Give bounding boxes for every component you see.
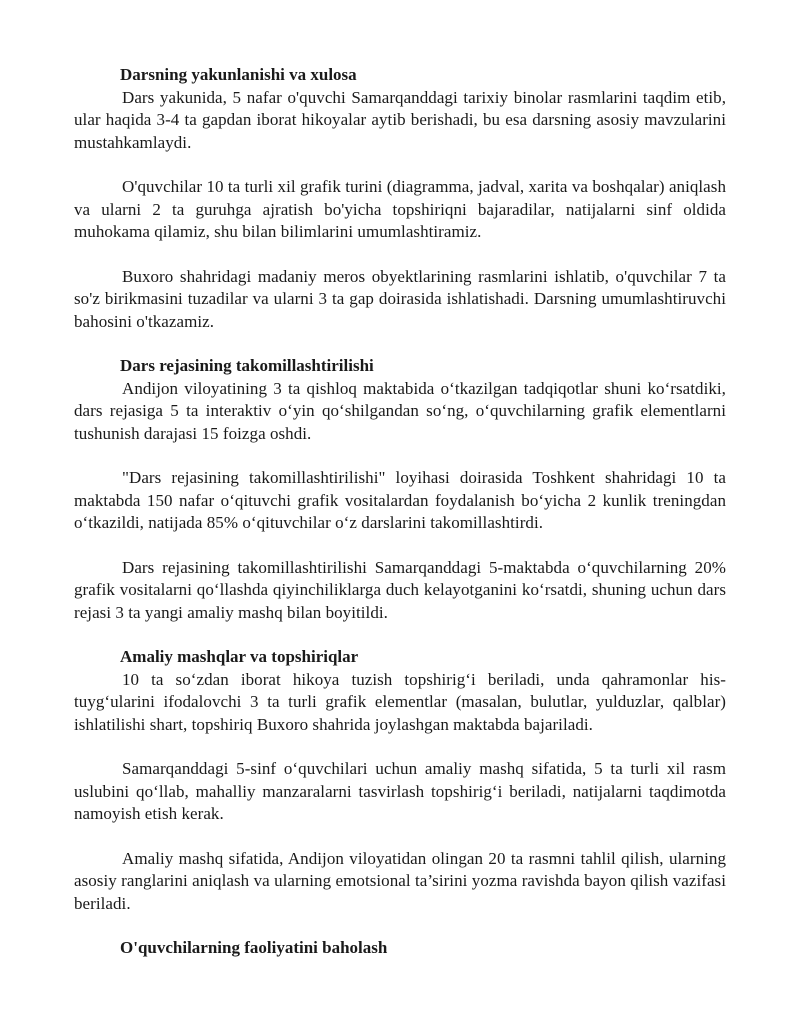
paragraph: Dars yakunida, 5 nafar o'quvchi Samarqanddagi tarixiy binolar rasmlarini taqdim etib, ular haqida 3-4 ta gapdan iborat hikoyalar aytib berishadi, bu esa darsning asosiy mavzularini mustahkamlaydi.	[74, 87, 726, 152]
paragraph: Dars rejasining takomillashtirilishi Samarqanddagi 5-maktabda oʻquvchilarning 20% grafik vositalarni qoʻllashda qiyinchiliklarga duch kelayotganini koʻrsatdi, shuning uchun dars rejasi 3 ta yangi amaliy mashq bilan boyitildi.	[74, 557, 726, 622]
paragraph: "Dars rejasining takomillashtirilishi" loyihasi doirasida Toshkent shahridagi 10 ta maktabda 150 nafar oʻqituvchi grafik vositalardan foydalanish boʻyicha 2 kunlik treningdan oʻtkazildi, natijada 85% oʻqituvchilar oʻz darslarini takomillashtirdi.	[74, 468, 726, 532]
paragraph: O'quvchilar 10 ta turli xil grafik turini (diagramma, jadval, xarita va boshqalar) aniqlash va ularni 2 ta guruhga ajratish bo'yicha topshiriqni bajaradilar, natijalarni sinf oldida muhokama qilamiz, shu bilan bilimlarini umumlashtiramiz.	[74, 177, 726, 241]
section-heading-exercises: Amaliy mashqlar va topshiriqlar	[120, 647, 359, 666]
document-page	[74, 64, 726, 960]
section-heading-lesson-plan: Dars rejasining takomillashtirilishi	[120, 356, 374, 375]
paragraph: Andijon viloyatining 3 ta qishloq maktabida oʻtkazilgan tadqiqotlar shuni koʻrsatdiki, dars rejasiga 5 ta interaktiv oʻyin qoʻshilgandan soʻng, oʻquvchilarning grafik elementlarni tushunish darajasi 15 foizga oshdi.	[74, 378, 726, 443]
paragraph: Amaliy mashq sifatida, Andijon viloyatidan olingan 20 ta rasmni tahlil qilish, ularning asosiy ranglarini aniqlash va ularning emotsional ta’sirini yozma ravishda bayon qilish vazifasi beriladi.	[74, 848, 726, 913]
section-heading-conclusion: Darsning yakunlanishi va xulosa	[120, 65, 357, 84]
paragraph: Samarqanddagi 5-sinf oʻquvchilari uchun amaliy mashq sifatida, 5 ta turli xil rasm uslubini qoʻllab, mahalliy manzaralarni tasvirlash topshirigʻi beriladi, natijalarni taqdimotda namoyish etish kerak.	[74, 759, 726, 823]
section-heading-assessment: O'quvchilarning faoliyatini baholash	[120, 938, 388, 957]
paragraph: Buxoro shahridagi madaniy meros obyektlarining rasmlarini ishlatib, o'quvchilar 7 ta so'z birikmasini tuzadilar va ularni 3 ta gap doirasida ishlatishadi. Darsning umumlashtiruvchi bahosini o'tkazamiz.	[74, 266, 726, 331]
paragraph: 10 ta soʻzdan iborat hikoya tuzish topshirigʻi beriladi, unda qahramonlar his-tuygʻularini ifodalovchi 3 ta turli grafik elementlar (masalan, bulutlar, yulduzlar, qalblar) ishlatilishi shart, topshiriq Buxoro shahrida joylashgan maktabda bajariladi.	[74, 669, 726, 734]
